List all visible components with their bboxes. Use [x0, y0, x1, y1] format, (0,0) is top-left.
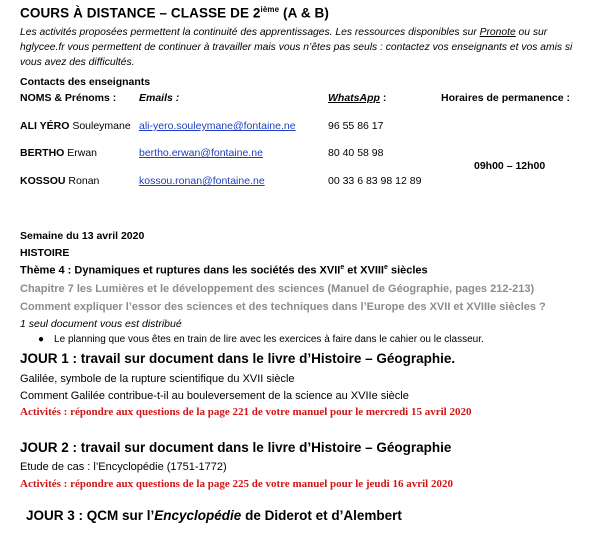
pronote-word: Pronote [479, 27, 516, 38]
teacher-email-link[interactable]: kossou.ronan@fontaine.ne [139, 175, 265, 187]
teacher-email-link[interactable]: bertho.erwan@fontaine.ne [139, 147, 263, 159]
subject-heading: HISTOIRE [20, 247, 70, 259]
problem-question: Comment expliquer l’essor des sciences et des techniques dans l’Europe des XVII et XVIIIe siècles ? [20, 301, 546, 313]
teacher-email-link[interactable]: ali-yero.souleymane@fontaine.ne [139, 120, 296, 132]
contacts-label: Contacts des enseignants [20, 76, 151, 88]
jour3-title: JOUR 3 : QCM sur l’Encyclopédie de Diderot et d’Alembert [26, 508, 402, 523]
single-doc-note: 1 seul document vous est distribué [20, 318, 182, 330]
jour2-activity: Activités : répondre aux questions de la page 225 de votre manuel pour le jeudi 16 avril 2020 [20, 478, 453, 490]
header-hours: Horaires de permanence : [441, 92, 570, 104]
jour1-title: JOUR 1 : travail sur document dans le livre d’Histoire – Géographie. [20, 351, 456, 366]
bullet-icon: ● [38, 334, 45, 345]
teacher-name: KOSSOU Ronan [20, 175, 100, 187]
teacher-phone: 00 33 6 83 98 12 89 [328, 175, 422, 187]
teacher-phone: 80 40 58 98 [328, 147, 384, 159]
week-label: Semaine du 13 avril 2020 [20, 230, 145, 242]
teacher-name: BERTHO Erwan [20, 147, 98, 159]
header-whatsapp: WhatsApp : [328, 92, 387, 104]
planning-bullet: ● Le planning que vous êtes en train de lire avec les exercices à faire dans le cahier ou le classeur. [38, 334, 484, 345]
jour1-line2: Comment Galilée contribue-t-il au bouleversement de la science au XVIIe siècle [20, 390, 409, 402]
chapter-heading: Chapitre 7 les Lumières et le développement des sciences (Manuel de Géographie, pages 212-213) [20, 283, 535, 295]
page-title: COURS À DISTANCE – CLASSE DE 2ième (A & B) [20, 5, 329, 21]
jour1-activity: Activités : répondre aux questions de la page 221 de votre manuel pour le mercredi 15 avril 2020 [20, 406, 472, 418]
header-emails: Emails : [139, 92, 180, 104]
teacher-phone: 96 55 86 17 [328, 120, 384, 132]
jour2-title: JOUR 2 : travail sur document dans le livre d’Histoire – Géographie [20, 440, 452, 455]
header-names: NOMS & Prénoms : [20, 92, 117, 104]
jour1-line1: Galilée, symbole de la rupture scientifique du XVII siècle [20, 373, 295, 385]
theme-heading: Thème 4 : Dynamiques et ruptures dans les sociétés des XVIIe et XVIIIe siècles [20, 264, 428, 277]
jour2-line1: Etude de cas : l’Encyclopédie (1751-1772) [20, 461, 227, 473]
intro-paragraph: Les activités proposées permettent la continuité des apprentissages. Les ressources disponibles sur Pronote ou sur hglycee.fr vous permettent de continuer à travailler mais vous n’êtes pas seuls : contactez vos enseignants et vos amis si vous avez des difficultés. [20, 27, 573, 68]
office-hours: 09h00 – 12h00 [474, 160, 546, 172]
teacher-name: ALI YÉRO Souleymane [20, 120, 131, 132]
